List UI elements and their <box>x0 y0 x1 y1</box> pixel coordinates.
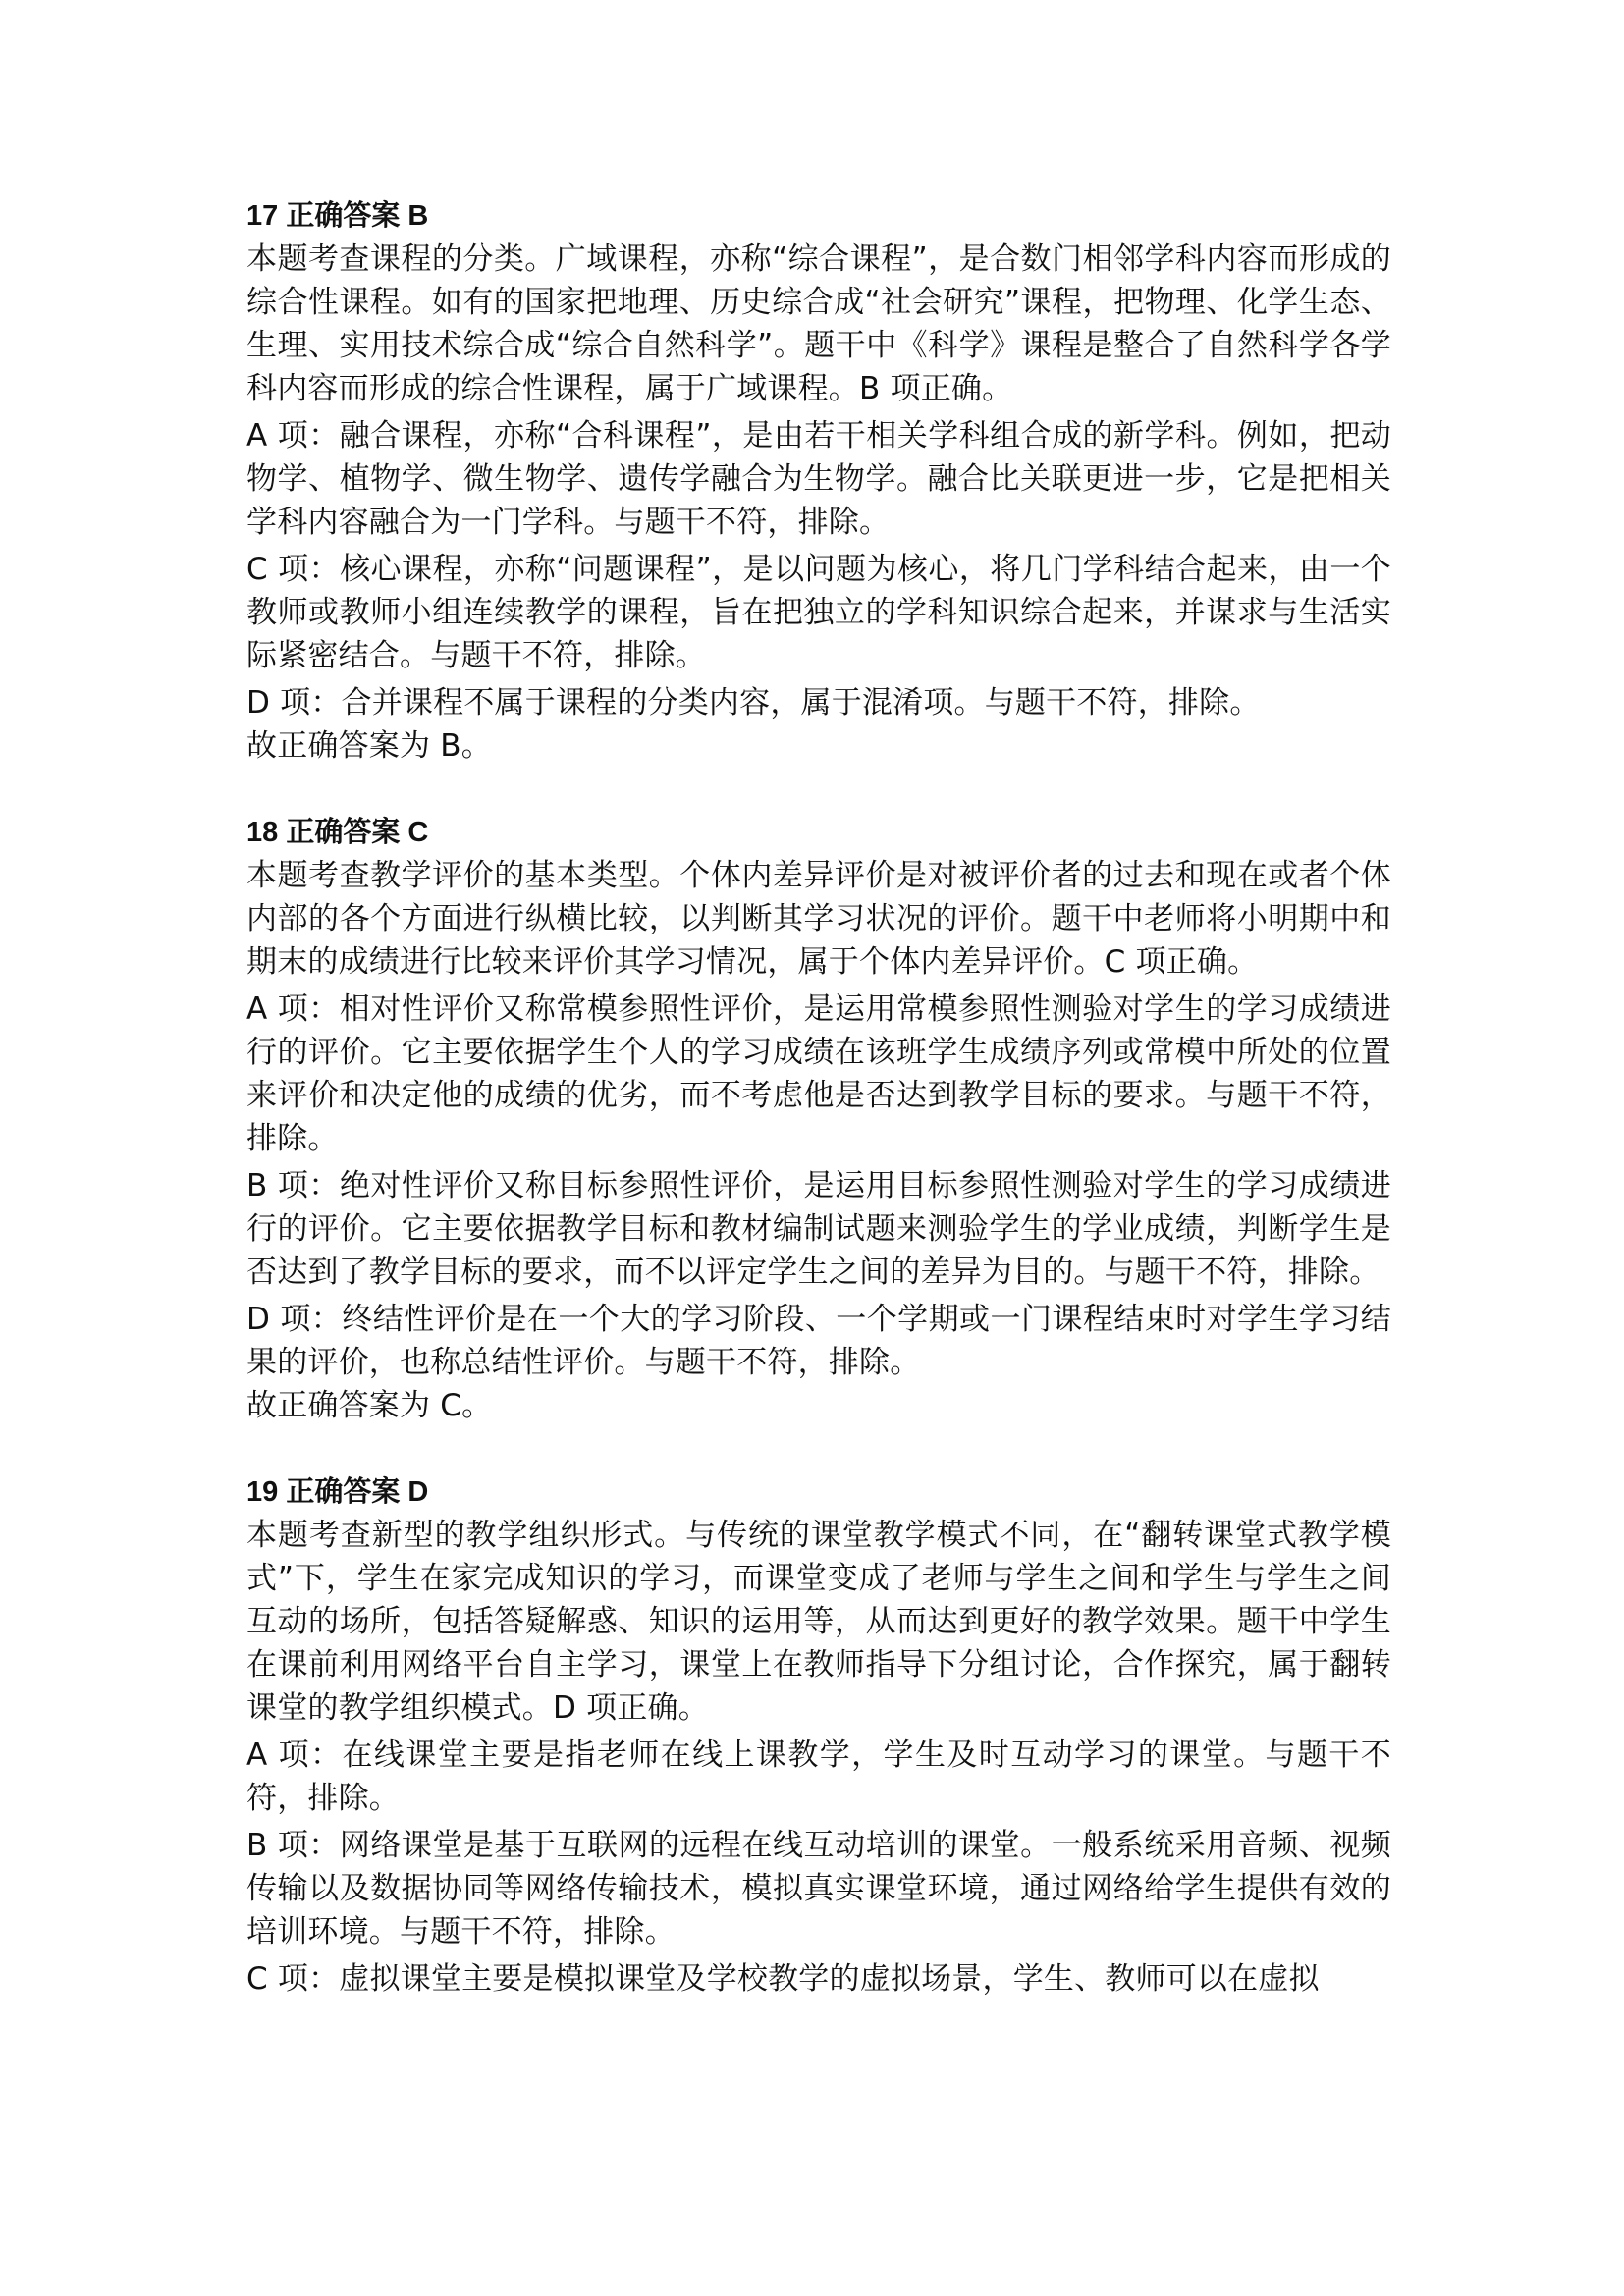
option-c-paragraph: C 项：虚拟课堂主要是模拟课堂及学校教学的虚拟场景，学生、教师可以在虚拟 <box>246 1961 1320 1997</box>
answer-heading: 19 正确答案 D <box>246 1476 429 1508</box>
option-d-paragraph: D 项：合并课程不属于课程的分类内容，属于混淆项。与题干不符，排除。 <box>246 685 1261 721</box>
option-a-paragraph: A 项：融合课程，亦称“合科课程”，是由若干相关学科组合成的新学科。例如，把动物学、植物学、微生物学、遗传学融合为生物学。融合比关联更进一步，它是把相关学科内容融合为一门学科。与题干不符，排除。 <box>246 418 1391 540</box>
option-a-paragraph: A 项：相对性评价又称常模参照性评价，是运用常模参照性测验对学生的学习成绩进行的评价。它主要依据学生个人的学习成绩在该班学生成绩序列或常模中所处的位置来评价和决定他的成绩的优劣，而不考虑他是否达到教学目标的要求。与题干不符，排除。 <box>246 991 1391 1156</box>
option-b-paragraph: B 项：绝对性评价又称目标参照性评价，是运用目标参照性测验对学生的学习成绩进行的评价。它主要依据教学目标和教材编制试题来测验学生的学业成绩，判断学生是否达到了教学目标的要求，而不以评定学生之间的差异为目的。与题干不符，排除。 <box>246 1168 1391 1290</box>
option-b-paragraph: B 项：网络课堂是基于互联网的远程在线互动培训的课堂。一般系统采用音频、视频传输以及数据协同等网络传输技术，模拟真实课堂环境，通过网络给学生提供有效的培训环境。与题干不符，排除。 <box>246 1828 1391 1949</box>
option-a-paragraph: A 项：在线课堂主要是指老师在线上课教学，学生及时互动学习的课堂。与题干不符，排除。 <box>246 1737 1391 1816</box>
document-page <box>246 194 1391 2044</box>
conclusion-paragraph: 故正确答案为 B。 <box>246 728 492 764</box>
answer-section-18 <box>246 811 1391 1427</box>
explanation-paragraph: 本题考查新型的教学组织形式。与传统的课堂教学模式不同，在“翻转课堂式教学模式”下，学生在家完成知识的学习，而课堂变成了老师与学生之间和学生与学生之间互动的场所，包括答疑解惑、知识的运用等，从而达到更好的教学效果。题干中学生在课前利用网络平台自主学习，课堂上在教师指导下分组讨论，合作探究，属于翻转课堂的教学组织模式。D 项正确。 <box>246 1518 1391 1726</box>
answer-heading: 17 正确答案 B <box>246 200 429 232</box>
explanation-paragraph: 本题考查课程的分类。广域课程，亦称“综合课程”，是合数门相邻学科内容而形成的综合性课程。如有的国家把地理、历史综合成“社会研究”课程，把物理、化学生态、生理、实用技术综合成“综合自然科学”。题干中《科学》课程是整合了自然科学各学科内容而形成的综合性课程，属于广域课程。B 项正确。 <box>246 241 1391 406</box>
answer-heading: 18 正确答案 C <box>246 817 429 848</box>
answer-section-19 <box>246 1470 1391 2001</box>
option-d-paragraph: D 项：终结性评价是在一个大的学习阶段、一个学期或一门课程结束时对学生学习结果的评价，也称总结性评价。与题干不符，排除。 <box>246 1302 1391 1380</box>
option-c-paragraph: C 项：核心课程，亦称“问题课程”，是以问题为核心，将几门学科结合起来，由一个教师或教师小组连续教学的课程，旨在把独立的学科知识综合起来，并谋求与生活实际紧密结合。与题干不符，排除。 <box>246 552 1391 673</box>
answer-section-17 <box>246 194 1391 768</box>
explanation-paragraph: 本题考查教学评价的基本类型。个体内差异评价是对被评价者的过去和现在或者个体内部的各个方面进行纵横比较，以判断其学习状况的评价。题干中老师将小明期中和期末的成绩进行比较来评价其学习情况，属于个体内差异评价。C 项正确。 <box>246 858 1391 980</box>
conclusion-paragraph: 故正确答案为 C。 <box>246 1388 493 1423</box>
